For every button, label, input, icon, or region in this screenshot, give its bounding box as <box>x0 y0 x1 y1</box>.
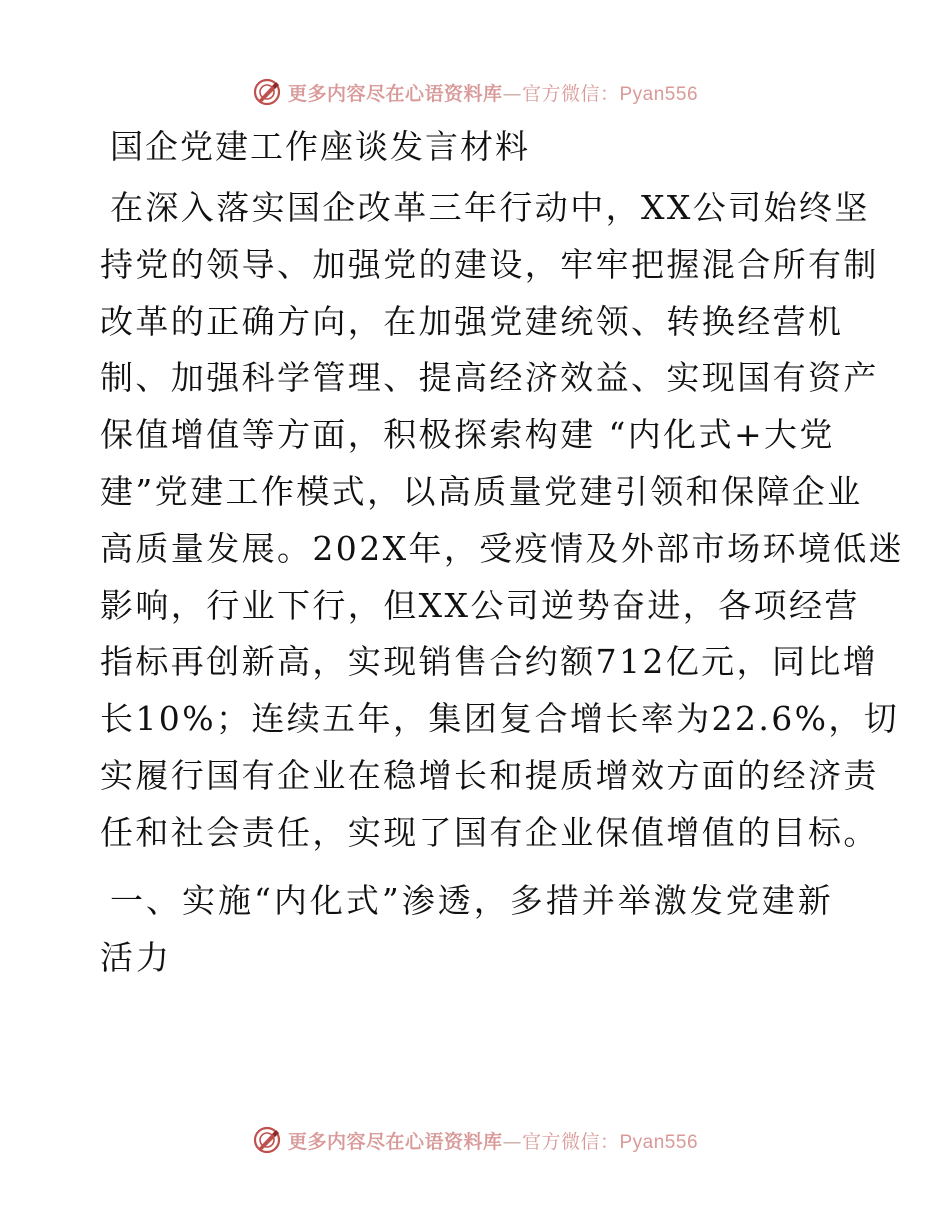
document-body <box>100 122 905 986</box>
watermark-main-text: 更多内容尽在心语资料库 <box>287 1130 503 1153</box>
paragraph-line: 改革的正确方向，在加强党建统领、转换经营机 <box>100 301 844 341</box>
paragraph-line: 长10%；连续五年，集团复合增长率为22.6%，切 <box>100 699 900 739</box>
watermark-wechat-id: Pyan556 <box>619 1131 699 1153</box>
watermark-wechat-label: 官方微信： <box>521 1130 620 1153</box>
paragraph-line: 高质量发展。202X年，受疫情及外部市场环境低迷 <box>100 528 905 568</box>
watermark-header <box>0 72 950 112</box>
heading-line: 活力 <box>100 937 172 977</box>
pen-logo-icon <box>252 77 282 107</box>
watermark-footer <box>0 1120 950 1160</box>
heading-line: 一、实施“内化式”渗透，多措并举激发党建新 <box>110 880 834 920</box>
document-title: 国企党建工作座谈发言材料 <box>110 127 530 166</box>
paragraph-line: 任和社会责任，实现了国有企业保值增值的目标。 <box>100 812 879 852</box>
watermark-wechat-label: 官方微信： <box>521 82 620 105</box>
paragraph-line: 在深入落实国企改革三年行动中，XX公司始终坚 <box>110 188 870 227</box>
paragraph-line: 影响，行业下行，但XX公司逆势奋进，各项经营 <box>100 585 860 625</box>
watermark-dash: — <box>502 82 522 105</box>
watermark-dash: — <box>502 1130 522 1153</box>
pen-logo-icon <box>252 1125 282 1155</box>
paragraph-line: 实履行国有企业在稳增长和提质增效方面的经济责 <box>100 755 879 795</box>
paragraph-line: 持党的领导、加强党的建设，牢牢把握混合所有制 <box>100 244 879 284</box>
watermark-text <box>288 1127 698 1154</box>
paragraph-line: 指标再创新高，实现销售合约额712亿元，同比增 <box>100 642 879 682</box>
body-paragraph <box>100 180 905 862</box>
watermark-text <box>288 79 698 106</box>
watermark-main-text: 更多内容尽在心语资料库 <box>287 82 503 105</box>
section-heading <box>100 872 860 986</box>
paragraph-line: 保值增值等方面，积极探索构建 “内化式+大党 <box>100 415 835 455</box>
paragraph-line: 制、加强科学管理、提高经济效益、实现国有资产 <box>100 358 879 398</box>
watermark-wechat-id: Pyan556 <box>619 83 699 105</box>
paragraph-line: 建”党建工作模式，以高质量党建引领和保障企业 <box>100 471 863 511</box>
